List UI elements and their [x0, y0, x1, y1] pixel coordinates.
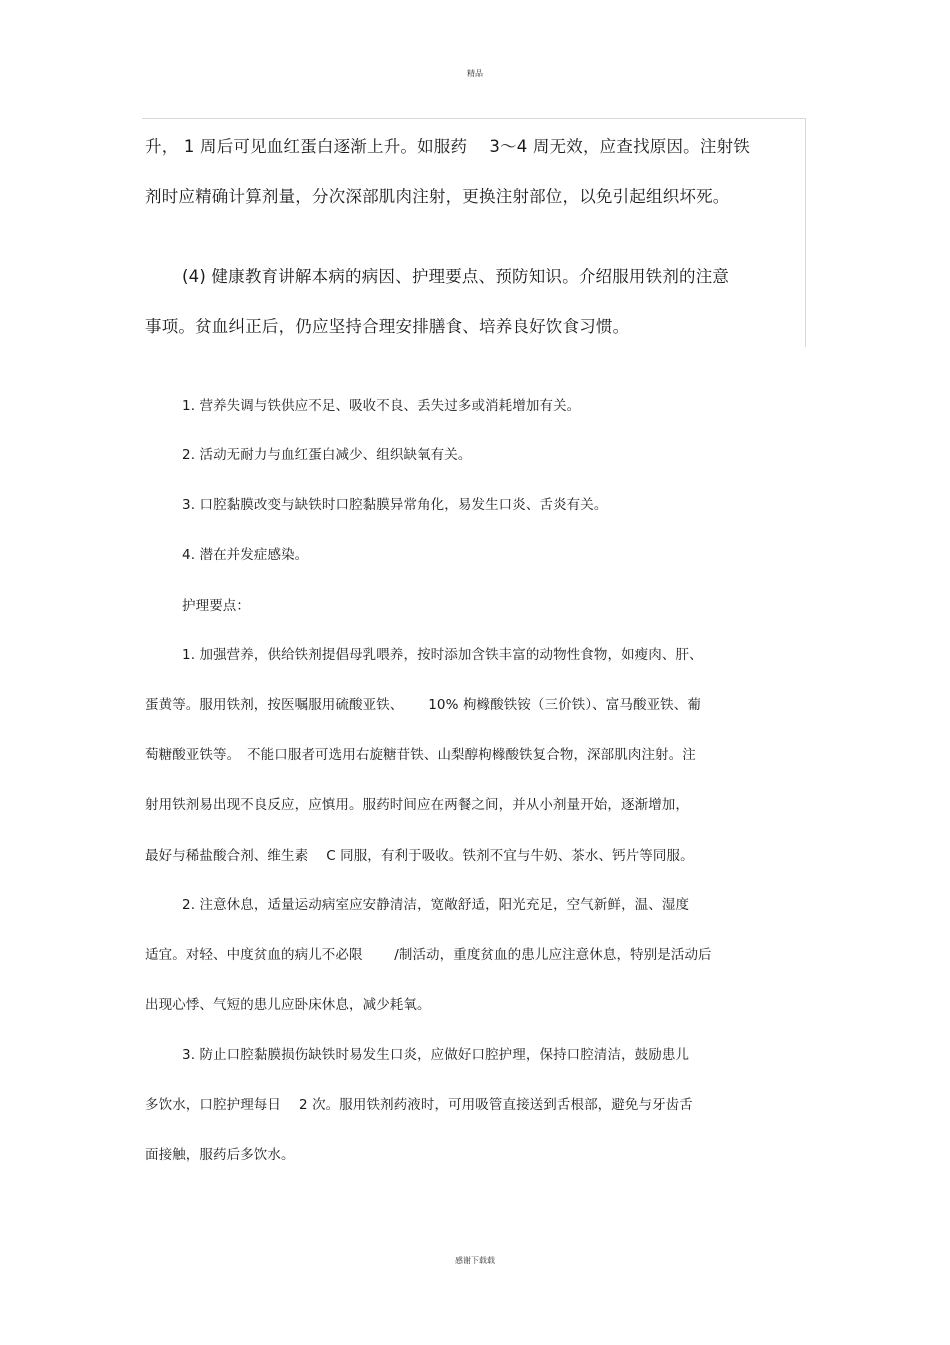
paragraph-line: 2. 注意休息，适量运动病室应安静清洁，宽敞舒适，阳光充足，空气新鲜，温、湿度 — [182, 897, 690, 913]
paragraph-line: 适宜。对轻、中度贫血的病儿不必限 /制活动，重度贫血的患儿应注意休息，特别是活动后 — [145, 947, 712, 963]
page-header: 精品 — [467, 69, 483, 78]
paragraph-line: 3. 防止口腔黏膜损伤缺铁时易发生口炎，应做好口腔护理，保持口腔清洁，鼓励患儿 — [182, 1047, 690, 1063]
paragraph-line: 萄糖酸亚铁等。 不能口服者可选用右旋糖苷铁、山梨醇枸橼酸铁复合物，深部肌肉注射。注 — [145, 747, 696, 763]
box-line-1: 升， 1 周后可见血红蛋白逐渐上升。如服药 3～4 周无效，应查找原因。注射铁 — [145, 137, 750, 156]
box-line-3: (4) 健康教育讲解本病的病因、护理要点、预防知识。介绍服用铁剂的注意 — [182, 267, 730, 286]
paragraph-line: 最好与稀盐酸合剂、维生素 C 同服，有利于吸收。铁剂不宜与牛奶、茶水、钙片等同服。 — [145, 848, 694, 864]
diagnosis-1: 1. 营养失调与铁供应不足、吸收不良、丢失过多或消耗增加有关。 — [182, 398, 581, 414]
section-heading: 护理要点： — [182, 598, 250, 614]
box-line-2: 剂时应精确计算剂量，分次深部肌肉注射，更换注射部位，以免引起组织坏死。 — [145, 187, 730, 206]
diagnosis-2: 2. 活动无耐力与血红蛋白减少、组织缺氧有关。 — [182, 447, 472, 463]
diagnosis-4: 4. 潜在并发症感染。 — [182, 547, 309, 563]
paragraph-line: 蛋黄等。服用铁剂，按医嘱服用硫酸亚铁、 10% 枸橼酸铁铵（三价铁）、富马酸亚铁、葡 — [145, 697, 701, 713]
diagnosis-3: 3. 口腔黏膜改变与缺铁时口腔黏膜异常角化，易发生口炎、舌炎有关。 — [182, 497, 608, 513]
paragraph-line: 1. 加强营养，供给铁剂提倡母乳喂养，按时添加含铁丰富的动物性食物，如瘦肉、肝、 — [182, 647, 703, 663]
paragraph-line: 射用铁剂易出现不良反应，应慎用。服药时间应在两餐之间，并从小剂量开始，逐渐增加， — [145, 797, 689, 813]
paragraph-line: 面接触，服药后多饮水。 — [145, 1147, 295, 1163]
box-line-4: 事项。贫血纠正后，仍应坚持合理安排膳食、培养良好饮食习惯。 — [145, 317, 630, 336]
page-footer: 感谢下载载 — [455, 1256, 495, 1265]
paragraph-line: 出现心悸、气短的患儿应卧床休息，减少耗氧。 — [145, 997, 431, 1013]
paragraph-line: 多饮水，口腔护理每日 2 次。服用铁剂药液时，可用吸管直接送到舌根部，避免与牙齿舌 — [145, 1097, 693, 1113]
